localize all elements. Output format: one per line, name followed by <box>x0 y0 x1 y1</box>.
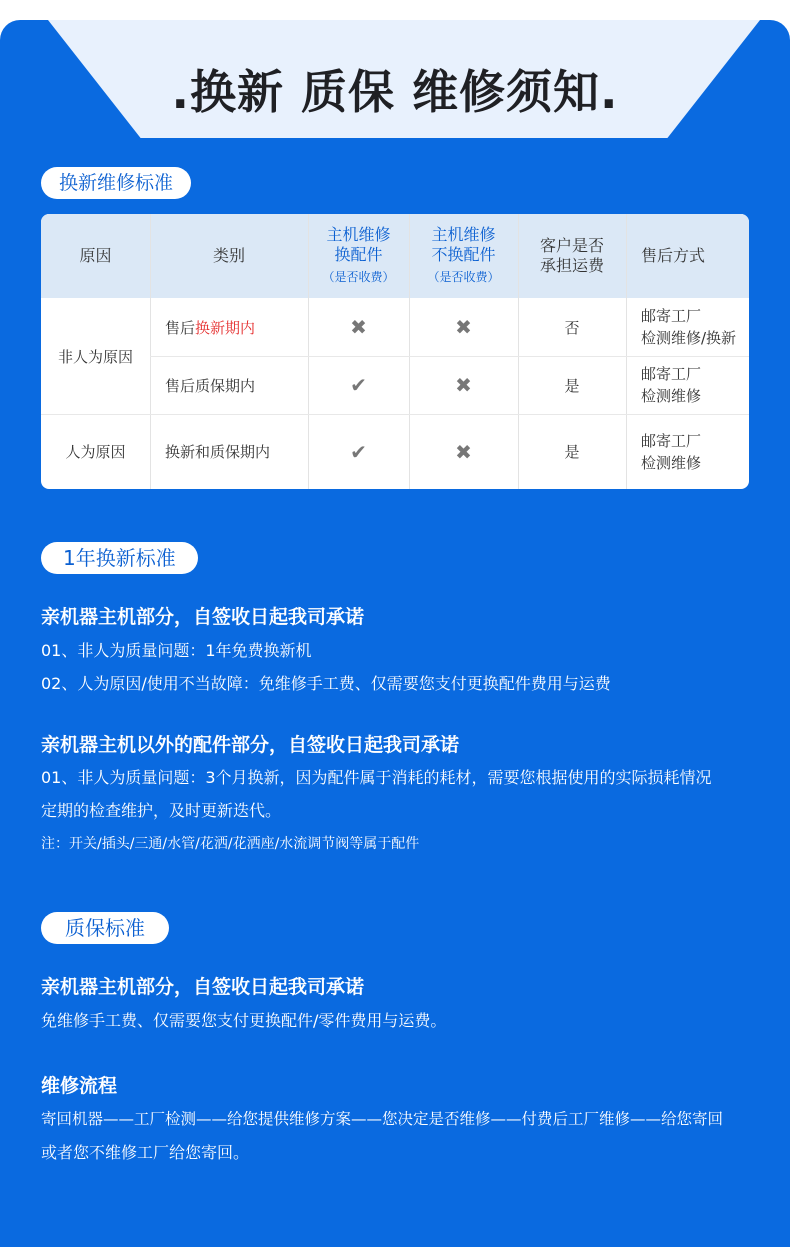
header-no-replace <box>409 214 518 298</box>
method-line2: 检测维修/换新 <box>641 329 737 347</box>
table-cell-reason-human: 人为原因 <box>65 443 126 461</box>
section2-item-3-line1: 01、非人为质量问题：3个月换新，因为配件属于消耗的耗材，需要您根据使用的实际损耗情况 <box>41 768 712 787</box>
cross-icon: ✖ <box>455 439 472 464</box>
header-replace-parts <box>308 214 409 298</box>
table-cell-category: 售后质保期内 <box>165 376 256 395</box>
divider <box>626 214 627 489</box>
header-no-replace-line2: 不换配件 <box>431 245 496 264</box>
header-no-replace-line1: 主机维修 <box>431 225 496 244</box>
section-pill-warranty: 质保标准 <box>41 912 169 944</box>
header-method: 售后方式 <box>641 246 706 265</box>
table-cell-shipping: 是 <box>564 376 580 395</box>
section3-heading-main: 亲机器主机部分，自签收日起我司承诺 <box>41 976 365 998</box>
section3-text: 免维修手工费、仅需要您支付更换配件/零件费用与运费。 <box>41 1011 447 1030</box>
table-cell-replace-parts <box>308 414 409 489</box>
table-cell-replace-parts <box>308 356 409 414</box>
header-shipping-line2: 承担运费 <box>539 256 604 275</box>
table-cell-shipping: 否 <box>564 318 580 337</box>
cross-icon: ✖ <box>455 373 472 397</box>
main-panel <box>0 20 790 1247</box>
table-cell-method <box>641 298 749 356</box>
table-cell-category: 换新和质保期内 <box>165 443 271 461</box>
divider <box>150 214 151 489</box>
table-cell-method <box>641 414 749 489</box>
section2-item-1: 01、非人为质量问题：1年免费换新机 <box>41 641 312 660</box>
method-line2: 检测维修 <box>641 387 702 405</box>
cross-icon: ✖ <box>350 315 367 339</box>
method-line2: 检测维修 <box>641 453 702 472</box>
section-pill-replace-repair: 换新维修标准 <box>41 167 191 199</box>
page-title: .换新 质保 维修须知. <box>171 65 619 119</box>
section2-heading-main: 亲机器主机部分，自签收日起我司承诺 <box>41 606 365 628</box>
header-replace-parts-line1: 主机维修 <box>326 225 391 244</box>
check-icon: ✔ <box>350 373 367 397</box>
table-cell-category <box>165 298 308 356</box>
cross-icon: ✖ <box>455 315 472 339</box>
table-cell-no-replace <box>409 298 518 356</box>
section3-flow-line1: 寄回机器——工厂检测——给您提供维修方案——您决定是否维修——付费后工厂维修——给您寄回 <box>41 1110 724 1128</box>
category-highlight: 换新期内 <box>195 318 256 337</box>
check-icon: ✔ <box>350 439 367 464</box>
header-reason: 原因 <box>79 246 112 265</box>
method-line1: 邮寄工厂 <box>641 431 702 450</box>
header-category: 类别 <box>212 246 245 265</box>
table-cell-reason-non-human: 非人为原因 <box>57 347 133 366</box>
method-line1: 邮寄工厂 <box>641 365 702 383</box>
section3-flow-line2: 或者您不维修工厂给您寄回。 <box>41 1143 250 1162</box>
category-prefix: 售后 <box>165 318 196 337</box>
header-no-replace-sub: （是否收费） <box>427 270 500 284</box>
method-line1: 邮寄工厂 <box>641 307 702 325</box>
table-cell-method <box>641 356 749 414</box>
section2-heading-accessories: 亲机器主机以外的配件部分，自签收日起我司承诺 <box>41 734 460 756</box>
section-pill-one-year: 1年换新标准 <box>41 542 198 574</box>
section2-item-3-line2: 定期的检查维护，及时更新迭代。 <box>41 801 282 820</box>
table-cell-no-replace <box>409 356 518 414</box>
table-cell-shipping: 是 <box>564 443 580 461</box>
section3-heading-flow: 维修流程 <box>41 1075 118 1097</box>
header-shipping-line1: 客户是否 <box>539 236 604 255</box>
header-replace-parts-line2: 换配件 <box>334 245 383 264</box>
section2-item-2: 02、人为原因/使用不当故障：免维修手工费、仅需要您支付更换配件费用与运费 <box>41 674 611 693</box>
header-replace-parts-sub: （是否收费） <box>322 270 395 284</box>
table-cell-no-replace <box>409 414 518 489</box>
policy-table <box>41 214 749 489</box>
table-cell-replace-parts <box>308 298 409 356</box>
section2-note: 注：开关/插头/三通/水管/花洒/花洒座/水流调节阀等属于配件 <box>41 836 420 852</box>
header-shipping <box>518 214 626 298</box>
